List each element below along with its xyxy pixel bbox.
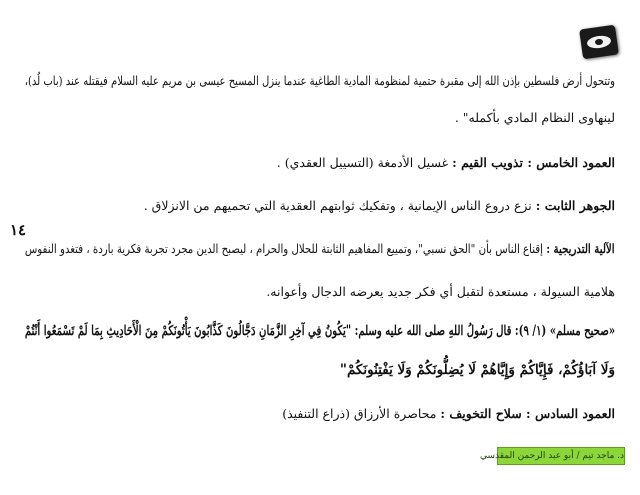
mechanism-label: الآلية التدريجية :	[546, 241, 615, 256]
pillar-five-text: غسيل الأدمغة (التسييل العقدي) .	[276, 155, 449, 170]
mechanism-text: إقناع الناس بأن "الحق نسبي"، وتمييع المفاهيم الثابتة للحلال والحرام ، ليصبح الدين مجرد تجربة فكرية باردة ، فتغدو النفوس	[25, 241, 544, 256]
pillar-five-line	[277, 154, 615, 172]
author-credit-badge: د. ماجد تيم / أبو عبد الرحمن المقدسي	[497, 447, 625, 465]
essence-three-text: نزع دروع الناس الإيمانية ، وتفكيك ثوابتهم العقدية التي تحميهم من الانزلاق .	[143, 198, 532, 213]
pillar-five-label: العمود الخامس : تذويب القيم :	[452, 155, 615, 170]
page-number: ١٤	[10, 221, 27, 239]
pillar-six-label: العمود السادس : سلاح التخويف :	[440, 406, 615, 421]
paragraph-line-1: وتتحول أرض فلسطين بإذن الله إلى مقبرة حتمية لمنظومة المادية الطاغية عندما ينزل المسيح عيسى بن مريم عليه السلام فيقتله عند (باب لُد)،	[24, 73, 615, 88]
hadith-line-2: وَلَا آبَاؤُكُمْ، فَإِيَّاكُمْ وَإِيَّاهُمْ لَا يُضِلُّونَكُمْ وَلَا يَفْتِنُونَكُمْ"	[339, 362, 615, 378]
pillar-six-text: محاصرة الأرزاق (ذراع التنفيذ)	[282, 406, 437, 421]
mechanism-line-2: هلامية السيولة ، مستعدة لتقبل أي فكر جديد يعرضه الدجال وأعوانه.	[266, 284, 615, 299]
mechanism-line	[25, 240, 615, 258]
hadith-line-1: «صحيح مسلم» (١/ ٩): قال رَسُولُ اللهِ صلى الله عليه وسلم: "يَكُونُ فِي آخِرِ الزَّمَانِ دَجَّالُونَ كَذَّابُونَ يَأْتُونَكُمْ مِنَ الْأَحَادِيثِ بِمَا لَمْ تَسْمَعُوا أَنْتُمْ	[24, 323, 615, 339]
essence-three-line	[144, 197, 615, 215]
pillar-six-line	[282, 405, 615, 423]
paragraph-line-2: لينهاوى النظام المادي بأكمله" .	[454, 110, 615, 125]
essence-three-label: الجوهر الثابت :	[535, 198, 615, 213]
emblem-logo-icon	[579, 25, 619, 60]
